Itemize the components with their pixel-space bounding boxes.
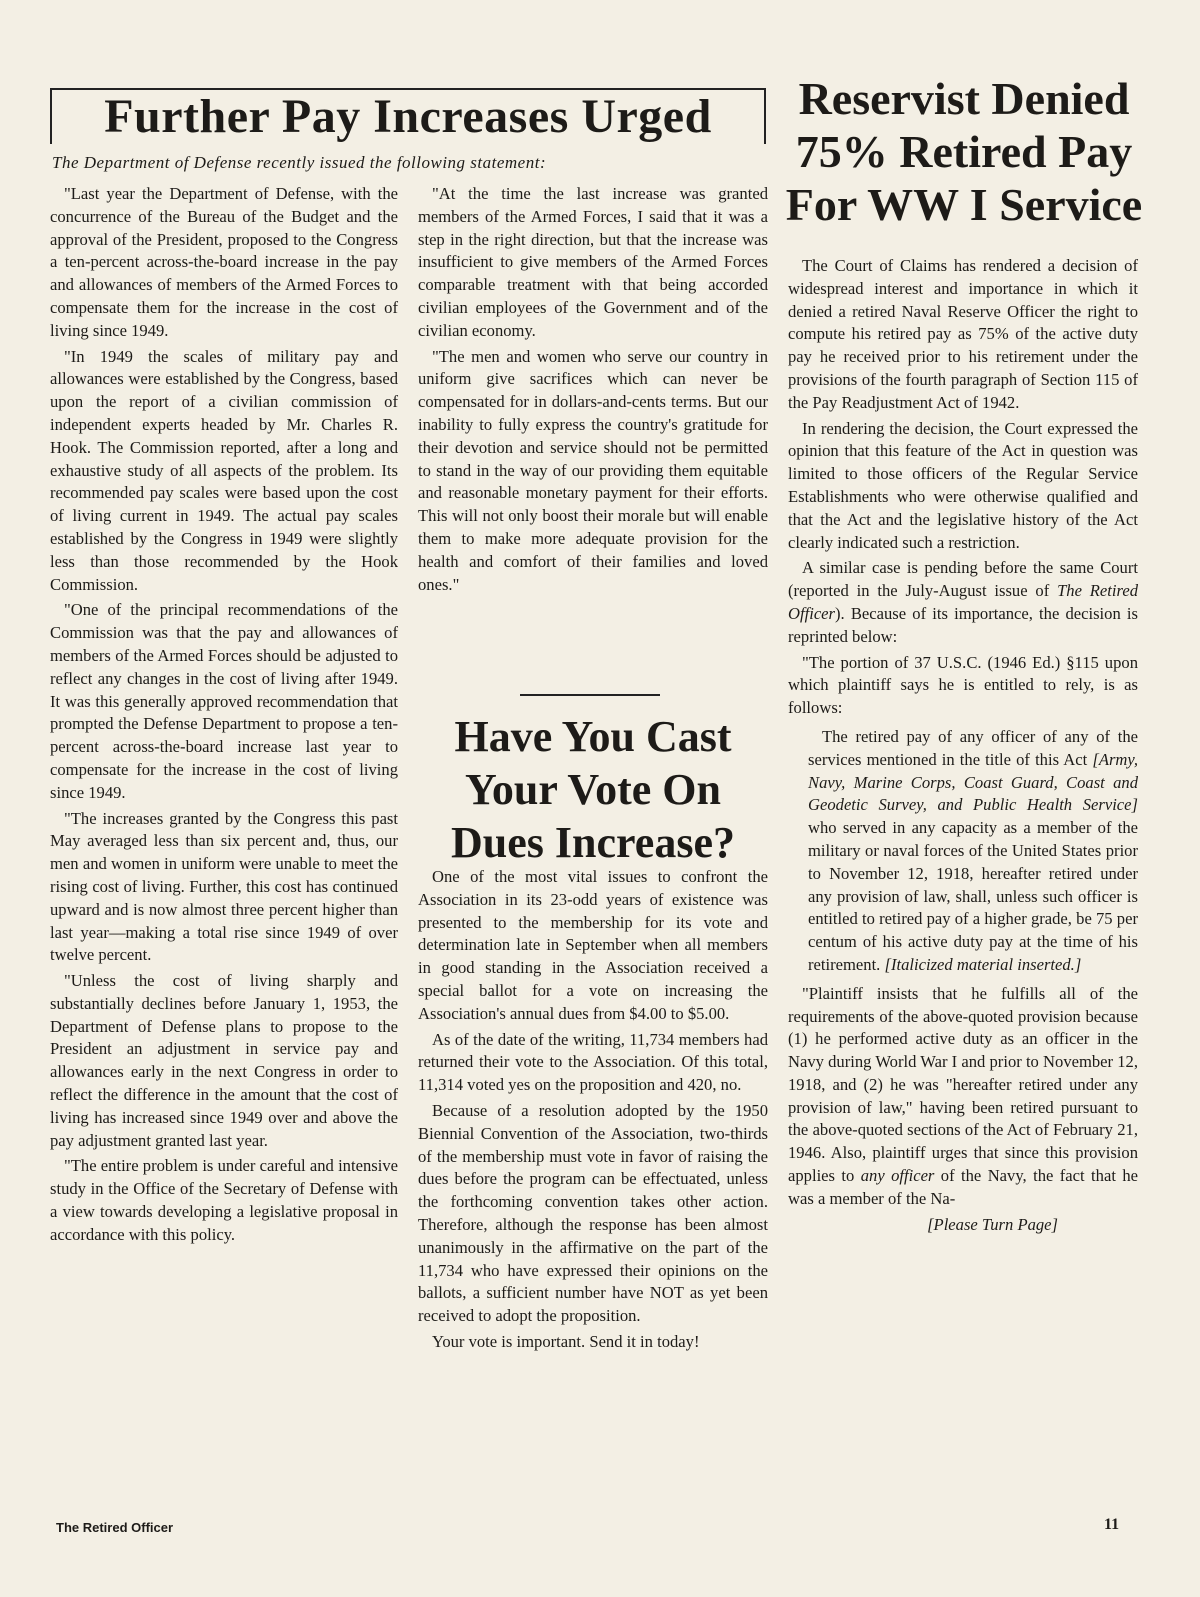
paragraph: As of the date of the writing, 11,734 members had returned their vote to the Association. Of this total, 11,314 voted yes on the proposition and 420, no. bbox=[418, 1029, 768, 1095]
paragraph: "The portion of 37 U.S.C. (1946 Ed.) §115 upon which plaintiff says he is entitled to rely, is as follows: bbox=[788, 652, 1138, 718]
paragraph: "At the time the last increase was granted members of the Armed Forces, I said that it was a step in the right direction, but that the increase was insufficient to give members of the Armed Forces comparable treatment with that being accorded civilian employees of the Government and of the civilian economy. bbox=[418, 184, 768, 340]
headline-dues-vote: Have You Cast Your Vote On Dues Increase? bbox=[451, 712, 735, 867]
paragraph: "Plaintiff insists that he fulfills all of the requirements of the above-quoted provision because (1) he performed active duty as an officer in the Navy during World War I and prior to November 12, 1918, and (2) he was "hereafter retired under any provision of law," having been retired pursuant to the above-quoted sections of the Act of February 21, 1946. Also, plaintiff urges that since this provision applies to any officer of the Navy, the fact that he was a member of the Na- bbox=[788, 983, 1138, 1208]
column-1 bbox=[50, 183, 398, 1250]
paragraph: "The men and women who serve our country in uniform give sacrifices which can never be compensated for in dollars-and-cents terms. But our inability to fully express the country's gratitude for their devotion and service should not be permitted to stand in the way of our providing them equitable and reasonable monetary payment for their efforts. This will not only boost their morale but will enable them to make more adequate provision for the health and comfort of their families and loved ones." bbox=[418, 346, 768, 594]
paragraph: "The entire problem is under careful and intensive study in the Office of the Secretary of Defense with a view towards developing a legislative proposal in accordance with this policy. bbox=[50, 1156, 398, 1244]
paragraph: Your vote is important. Send it in today! bbox=[432, 1331, 700, 1351]
paragraph: Because of a resolution adopted by the 1950 Biennial Convention of the Association, two-thirds of the membership must vote in favor of raising the dues before the program can be effectuated, unless the forthcoming convention takes other action. Therefore, although the response has been almost unanimously in the affirmative on the part of the 11,734 who have expressed their opinions on the ballots, a sufficient number have NOT as yet been received to adopt the proposition. bbox=[418, 1100, 768, 1326]
article-subtitle: The Department of Defense recently issued the following statement: bbox=[52, 153, 547, 172]
headline-box bbox=[50, 88, 766, 144]
column-3 bbox=[788, 255, 1138, 1239]
column-2 bbox=[418, 183, 768, 599]
paragraph: "In 1949 the scales of military pay and allowances were established by the Congress, based upon the report of a civilian commission of independent experts headed by Mr. Charles R. Hook. The Commission reported, after a long and exhaustive study of all aspects of the problem. Its recommended pay scales were based upon the cost of living current in 1949. The actual pay scales established by the Congress in 1949 were slightly less than those recommended by the Hook Commission. bbox=[50, 346, 398, 594]
paragraph: In rendering the decision, the Court expressed the opinion that this feature of the Act in question was limited to those officers of the Regular Service Establishments who were otherwise qualified and that the Act and the legislative history of the Act clearly indicated such a restriction. bbox=[788, 418, 1138, 552]
paragraph: The Court of Claims has rendered a decision of widespread interest and importance in which it denied a retired Naval Reserve Officer the right to compute his retired pay as 75% of the active duty pay he received prior to his retirement under the provisions of the fourth paragraph of Section 115 of the Pay Readjustment Act of 1942. bbox=[788, 256, 1138, 412]
column-2-dues-article bbox=[418, 866, 768, 1357]
paragraph: A similar case is pending before the same Court (reported in the July-August issue of The Retired Officer). Because of its importance, the decision is reprinted below: bbox=[788, 558, 1138, 646]
divider bbox=[520, 694, 660, 696]
headline-pay-increases: Further Pay Increases Urged bbox=[104, 90, 712, 143]
paragraph: One of the most vital issues to confront the Association in its 23-odd years of existence was presented to the membership for its vote and determination late in September when all members in good standing in the Association received a special ballot for a vote on increasing the Association's annual dues from $4.00 to $5.00. bbox=[418, 867, 768, 1023]
paragraph: "Last year the Department of Defense, with the concurrence of the Bureau of the Budget and the approval of the President, proposed to the Congress a ten-percent across-the-board increase in the pay and allowances of members of the Armed Forces to compensate them for the increase in the cost of living since 1949. bbox=[50, 184, 398, 340]
publication-name: The Retired Officer bbox=[56, 1520, 174, 1535]
paragraph: "Unless the cost of living sharply and substantially declines before January 1, 1953, the Department of Defense plans to propose to the President an adjustment in service pay and allowances early in the next Congress in order to reflect the difference in the amount that the cost of living has increased since 1949 over and above the pay adjustment granted last year. bbox=[50, 971, 398, 1150]
block-quote: The retired pay of any officer of any of the services mentioned in the title of this Act [Army, Navy, Marine Corps, Coast Guard, Coast and Geodetic Survey, and Public Health Service] who served in any capacity as a member of the military or naval forces of the United States prior to November 12, 1918, hereafter retired under any provision of law, shall, unless such officer is entitled to retired pay of a higher grade, be 75 per centum of his active duty pay at the time of his retirement. [Italicized material inserted.] bbox=[808, 726, 1138, 974]
continued-note: [Please Turn Page] bbox=[927, 1214, 1058, 1234]
headline-reservist-denied: Reservist Denied 75% Retired Pay For WW I Service bbox=[785, 73, 1143, 230]
paragraph: "One of the principal recommendations of the Commission was that the pay and allowances of members of the Armed Forces should be adjusted to reflect any changes in the cost of living after 1949. It was this generally approved recommendation that prompted the Defense Department to propose a ten-percent across-the-board increase last year to compensate for the increase in the cost of living since 1949. bbox=[50, 600, 398, 802]
paragraph: "The increases granted by the Congress this past May averaged less than six percent and, thus, our men and women in uniform were unable to meet the rising cost of living. Further, this cost has continued upward and is now almost three percent higher than last year—making a total rise since 1949 of over twelve percent. bbox=[50, 808, 398, 965]
page-number: 11 bbox=[1104, 1516, 1120, 1533]
